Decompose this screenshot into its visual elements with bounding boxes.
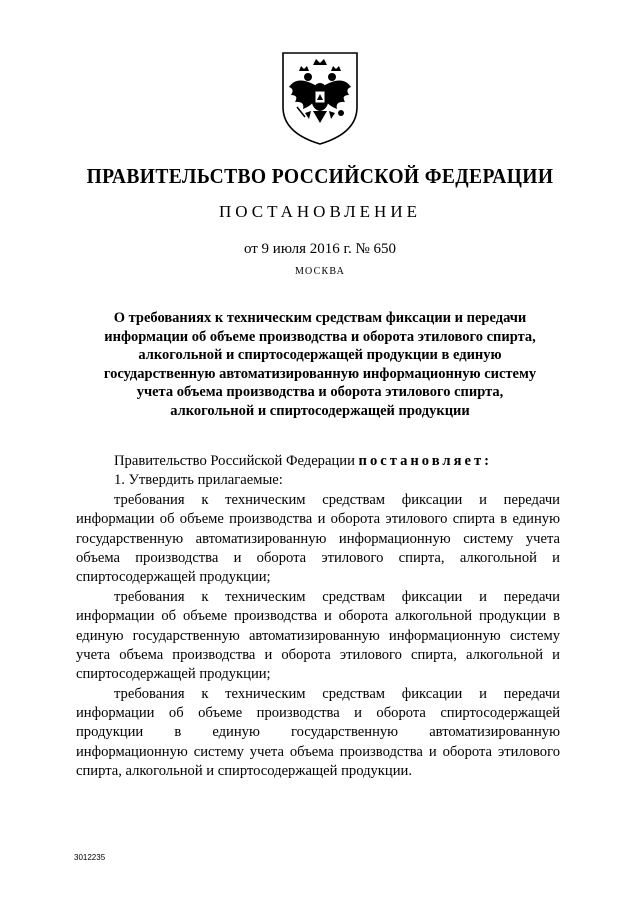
document-code: 3012235 [74,853,106,862]
subject-line: О требованиях к техническим средствам фиксации и передачи [113,310,527,326]
paragraph-2-line: спиртосодержащей продукции; [76,666,271,683]
document-city: МОСКВА [294,266,346,277]
intro-text: Правительство Российской Федерации [114,453,355,469]
document-type: ПОСТАНОВЛЕНИЕ [218,202,421,221]
paragraph-3-line: продукции в единую государственную автоматизированную [76,724,560,741]
intro-line [76,452,560,471]
paragraph-2-line: требования к техническим средствам фиксации и передачи [114,588,560,605]
paragraph-3-line: требования к техническим средствам фиксации и передачи [114,685,560,702]
intro-emphasis: постановляет: [358,453,492,469]
document-subject [80,309,560,421]
paragraph-3-line: информационную систему учета объема производства и оборота этилового [76,743,560,760]
paragraph-3-line: спирта, алкогольной и спиртосодержащей продукции. [76,763,412,780]
paragraph-2-line: учета объема производства и оборота этилового спирта, алкогольной и [76,646,560,663]
paragraph-3-line: информации об объеме производства и оборота спиртосодержащей [76,705,560,722]
paragraph-1-line: государственную автоматизированную информационную систему учета [76,530,560,547]
paragraph-2-line: единую государственную автоматизированную информационную систему [76,627,560,644]
paragraph-1-line: объема производства и оборота этилового спирта, алкогольной и [76,549,560,566]
subject-line: алкогольной и спиртосодержащей продукции в единую [138,347,502,364]
paragraph-1-line: спиртосодержащей продукции; [76,569,271,586]
subject-line: информации об объеме производства и оборота этилового спирта, [104,328,536,345]
government-title: ПРАВИТЕЛЬСТВО РОССИЙСКОЙ ФЕДЕРАЦИИ [86,164,554,188]
subject-line: государственную автоматизированную информационную систему [103,365,537,382]
paragraph-2-line: информации об объеме производства и оборота алкогольной продукции в [76,608,560,625]
subject-line: алкогольной и спиртосодержащей продукции [170,402,470,419]
paragraph-1-line: требования к техническим средствам фиксации и передачи [114,491,560,508]
document-body [76,452,560,782]
coat-of-arms-icon [275,47,365,147]
document-date-number: от 9 июля 2016 г. № 650 [243,241,397,257]
paragraph-1-line: информации об объеме производства и оборота этилового спирта в единую [76,511,560,528]
subject-line: учета объема производства и оборота этилового спирта, [136,384,504,401]
item-1: 1. Утвердить прилагаемые: [114,472,283,489]
